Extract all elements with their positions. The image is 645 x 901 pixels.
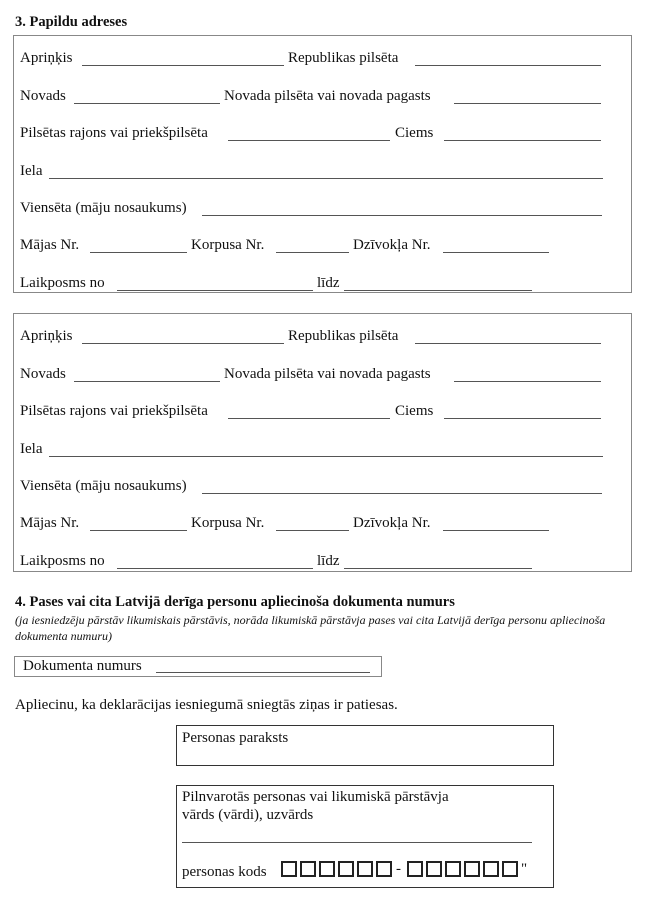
label-rajons: Pilsētas rajons vai priekšpilsēta bbox=[20, 403, 208, 419]
section-3-title: 3. Papildu adreses bbox=[15, 14, 128, 30]
field-majas-nr[interactable] bbox=[90, 530, 187, 531]
code-digit-box[interactable] bbox=[319, 861, 335, 877]
code-digit-box[interactable] bbox=[357, 861, 373, 877]
row-iela bbox=[20, 163, 625, 185]
representative-box bbox=[176, 785, 554, 888]
address-box-1 bbox=[13, 35, 632, 293]
row-rajons bbox=[20, 403, 625, 425]
field-vienseta[interactable] bbox=[202, 215, 602, 216]
label-aprinkis: Apriņķis bbox=[20, 328, 73, 344]
label-novads: Novads bbox=[20, 366, 66, 382]
label-korpusa-nr: Korpusa Nr. bbox=[191, 515, 265, 531]
field-rajons[interactable] bbox=[228, 418, 390, 419]
field-aprinkis[interactable] bbox=[82, 343, 284, 344]
section-4-note: (ja iesniedzēju pārstāv likumiskais pārstāvis, norāda likumiskā pārstāvja pases vai cita Latvijā derīga personu apliecinoša dokumenta numuru) bbox=[15, 613, 606, 643]
label-iela: Iela bbox=[20, 441, 43, 457]
label-personal-code: personas kods bbox=[182, 864, 267, 880]
code-digit-box[interactable] bbox=[483, 861, 499, 877]
code-digit-box[interactable] bbox=[426, 861, 442, 877]
row-numbers bbox=[20, 237, 625, 259]
label-novads: Novads bbox=[20, 88, 66, 104]
code-digit-box[interactable] bbox=[376, 861, 392, 877]
closing-quote: " bbox=[521, 861, 528, 877]
field-iela[interactable] bbox=[49, 456, 603, 457]
row-vienseta bbox=[20, 478, 625, 500]
label-dzivokla-nr: Dzīvokļa Nr. bbox=[353, 515, 431, 531]
label-majas-nr: Mājas Nr. bbox=[20, 237, 80, 253]
code-digit-box[interactable] bbox=[338, 861, 354, 877]
field-novads[interactable] bbox=[74, 381, 220, 382]
field-korpusa-nr[interactable] bbox=[276, 530, 349, 531]
label-rajons: Pilsētas rajons vai priekšpilsēta bbox=[20, 125, 208, 141]
field-novads[interactable] bbox=[74, 103, 220, 104]
label-rep-pilseta: Republikas pilsēta bbox=[288, 50, 399, 66]
field-representative-name[interactable] bbox=[182, 842, 532, 843]
address-box-2 bbox=[13, 313, 632, 572]
code-digit-box[interactable] bbox=[502, 861, 518, 877]
section-4-title: 4. Pases vai cita Latvijā derīga personu apliecinoša dokumenta numurs bbox=[15, 594, 455, 610]
code-digit-box[interactable] bbox=[445, 861, 461, 877]
label-vienseta: Viensēta (māju nosaukums) bbox=[20, 478, 187, 494]
row-vienseta bbox=[20, 200, 625, 222]
row-iela bbox=[20, 441, 625, 463]
field-document-number[interactable] bbox=[156, 672, 370, 673]
field-dzivokla-nr[interactable] bbox=[443, 530, 549, 531]
field-ciems[interactable] bbox=[444, 418, 601, 419]
label-document-number: Dokumenta numurs bbox=[23, 658, 142, 674]
label-dzivokla-nr: Dzīvokļa Nr. bbox=[353, 237, 431, 253]
personal-code-field[interactable] bbox=[281, 861, 551, 881]
field-novada-pilseta[interactable] bbox=[454, 381, 601, 382]
label-ciems: Ciems bbox=[395, 125, 434, 141]
label-representative-1: Pilnvarotās personas vai likumiskā pārstāvja bbox=[182, 789, 449, 805]
field-rajons[interactable] bbox=[228, 140, 390, 141]
code-dash: - bbox=[396, 861, 401, 877]
label-laikposms-no: Laikposms no bbox=[20, 275, 105, 291]
label-representative-2: vārds (vārdi), uzvārds bbox=[182, 807, 314, 823]
field-vienseta[interactable] bbox=[202, 493, 602, 494]
field-laikposms-no[interactable] bbox=[117, 290, 313, 291]
field-majas-nr[interactable] bbox=[90, 252, 187, 253]
row-novads bbox=[20, 366, 625, 388]
label-iela: Iela bbox=[20, 163, 43, 179]
field-aprinkis[interactable] bbox=[82, 65, 284, 66]
field-lidz[interactable] bbox=[344, 568, 532, 569]
confirmation-text: Apliecinu, ka deklarācijas iesniegumā sniegtās ziņas ir patiesas. bbox=[15, 697, 398, 713]
row-laikposms bbox=[20, 553, 625, 575]
field-ciems[interactable] bbox=[444, 140, 601, 141]
label-rep-pilseta: Republikas pilsēta bbox=[288, 328, 399, 344]
code-digit-box[interactable] bbox=[464, 861, 480, 877]
label-lidz: līdz bbox=[317, 553, 340, 569]
label-majas-nr: Mājas Nr. bbox=[20, 515, 80, 531]
row-novads bbox=[20, 88, 625, 110]
label-novada-pilseta: Novada pilsēta vai novada pagasts bbox=[224, 366, 431, 382]
code-digit-box[interactable] bbox=[407, 861, 423, 877]
field-dzivokla-nr[interactable] bbox=[443, 252, 549, 253]
label-lidz: līdz bbox=[317, 275, 340, 291]
row-rajons bbox=[20, 125, 625, 147]
signature-box[interactable] bbox=[176, 725, 554, 766]
field-iela[interactable] bbox=[49, 178, 603, 179]
code-digit-box[interactable] bbox=[300, 861, 316, 877]
row-numbers bbox=[20, 515, 625, 537]
label-novada-pilseta: Novada pilsēta vai novada pagasts bbox=[224, 88, 431, 104]
label-korpusa-nr: Korpusa Nr. bbox=[191, 237, 265, 253]
row-aprinkis bbox=[20, 328, 625, 350]
label-vienseta: Viensēta (māju nosaukums) bbox=[20, 200, 187, 216]
field-lidz[interactable] bbox=[344, 290, 532, 291]
field-laikposms-no[interactable] bbox=[117, 568, 313, 569]
field-korpusa-nr[interactable] bbox=[276, 252, 349, 253]
code-digit-box[interactable] bbox=[281, 861, 297, 877]
row-aprinkis bbox=[20, 50, 625, 72]
label-laikposms-no: Laikposms no bbox=[20, 553, 105, 569]
label-ciems: Ciems bbox=[395, 403, 434, 419]
document-number-box bbox=[14, 656, 382, 677]
field-rep-pilseta[interactable] bbox=[415, 343, 601, 344]
label-signature: Personas paraksts bbox=[182, 730, 289, 746]
label-aprinkis: Apriņķis bbox=[20, 50, 73, 66]
field-novada-pilseta[interactable] bbox=[454, 103, 601, 104]
field-rep-pilseta[interactable] bbox=[415, 65, 601, 66]
row-laikposms bbox=[20, 275, 625, 297]
